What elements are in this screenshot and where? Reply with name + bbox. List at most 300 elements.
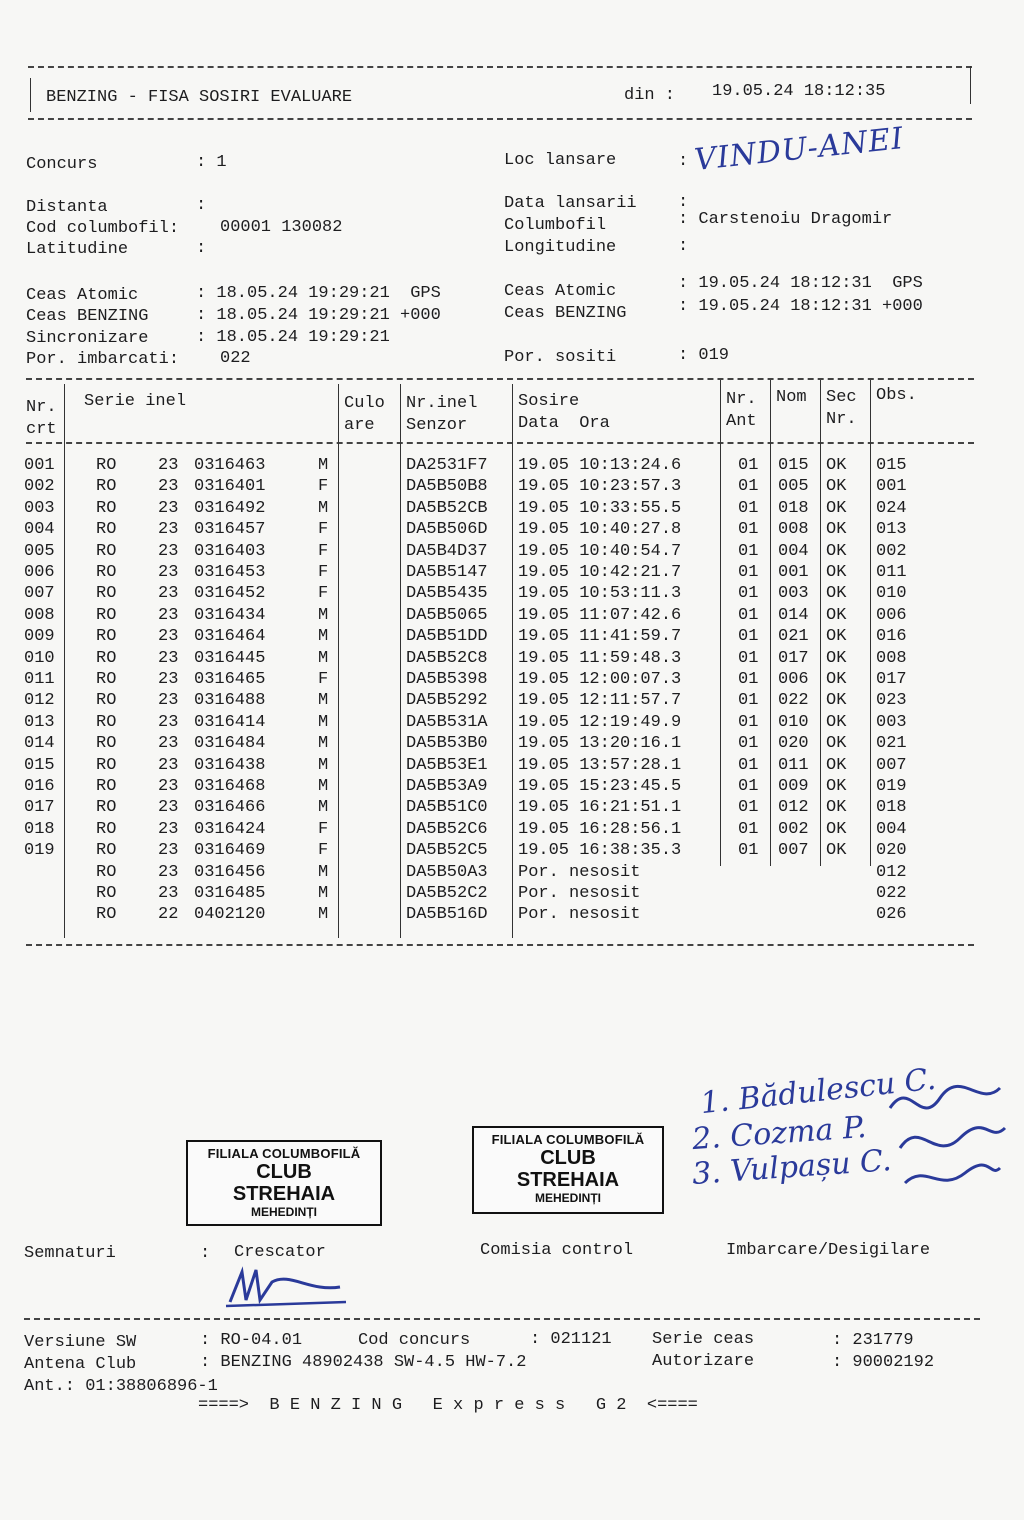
cell-obs: 011	[876, 563, 907, 582]
cell-senzor: DA5B5435	[406, 584, 488, 604]
cell-nr: 013	[24, 712, 55, 732]
ceas-atomic-value: : 18.05.24 19:29:21 GPS	[196, 284, 441, 303]
cell-tara: RO	[96, 862, 117, 882]
cell-senzor: DA5B50A3	[406, 862, 488, 882]
cell-tara: RO	[96, 691, 117, 711]
cell-an: 23	[158, 563, 179, 582]
cell-ant: 01	[738, 541, 759, 561]
cell-sec: OK	[826, 627, 847, 647]
header-left-border	[30, 78, 31, 112]
cell-tara: RO	[96, 734, 117, 754]
cell-inel: 0316463	[194, 456, 266, 475]
cell-sosire: 19.05 13:20:16.1	[518, 734, 682, 754]
cell-sex: F	[318, 563, 329, 582]
header-culoare-2: are	[344, 416, 375, 435]
longitudine-label: Longitudine	[504, 238, 617, 257]
cell-inel: 0316452	[194, 584, 266, 604]
cell-senzor: DA5B52C8	[406, 648, 488, 668]
cell-tara: RO	[96, 841, 117, 861]
cell-sosire: 19.05 13:57:28.1	[518, 755, 682, 775]
cell-ant: 01	[738, 691, 759, 711]
cell-sosire: Por. nesosit	[518, 905, 641, 925]
cell-obs: 006	[876, 605, 907, 625]
column-separator	[512, 384, 513, 938]
autorizare-value: : 90002192	[832, 1353, 935, 1372]
cell-tara: RO	[96, 605, 117, 625]
cell-sex: M	[318, 905, 329, 925]
cell-an: 23	[158, 584, 179, 604]
cell-senzor: DA5B506D	[406, 520, 488, 540]
cell-sex: F	[318, 477, 329, 497]
cell-nom: 002	[778, 819, 809, 839]
cell-nom: 020	[778, 734, 809, 754]
stamp-line-2: CLUB	[256, 1161, 312, 1183]
cell-tara: RO	[96, 627, 117, 647]
cell-sosire: 19.05 11:07:42.6	[518, 605, 682, 625]
cell-tara: RO	[96, 777, 117, 796]
latitudine-label: Latitudine	[26, 240, 129, 259]
cell-an: 23	[158, 605, 179, 625]
data-lansarii-label: Data lansarii	[504, 194, 637, 213]
cell-sosire: 19.05 11:41:59.7	[518, 627, 682, 647]
cell-senzor: DA5B52C6	[406, 819, 488, 839]
cell-ant: 01	[738, 584, 759, 604]
column-separator	[770, 380, 771, 866]
cell-nom: 018	[778, 498, 809, 518]
cell-inel: 0316492	[194, 498, 266, 518]
versiune-label: Versiune SW	[24, 1333, 137, 1352]
cell-sex: M	[318, 755, 329, 775]
cell-an: 23	[158, 777, 179, 796]
cell-obs: 023	[876, 691, 907, 711]
table-top-rule	[26, 378, 974, 380]
crescator-label: Crescator	[234, 1243, 326, 1262]
header-nr-crt-1: Nr.	[26, 398, 57, 417]
commission-member-2: 2. Cozma P.	[690, 1109, 868, 1158]
cell-ant: 01	[738, 755, 759, 775]
cell-an: 23	[158, 456, 179, 475]
concurs-label: Concurs	[26, 155, 98, 174]
cell-sosire: 19.05 10:42:21.7	[518, 563, 682, 582]
stamp-line-4: MEHEDINȚI	[535, 1191, 601, 1205]
cell-nom: 012	[778, 798, 809, 818]
cell-ant: 01	[738, 777, 759, 796]
cell-senzor: DA5B5147	[406, 563, 488, 582]
cell-an: 23	[158, 841, 179, 861]
cell-tara: RO	[96, 712, 117, 732]
distanta-value: :	[196, 196, 207, 215]
cell-nom: 004	[778, 541, 809, 561]
distanta-label: Distanta	[26, 198, 108, 217]
cell-tara: RO	[96, 670, 117, 689]
cell-tara: RO	[96, 498, 117, 518]
sincronizare-label: Sincronizare	[26, 329, 149, 348]
cell-ant: 01	[738, 819, 759, 839]
cell-an: 23	[158, 670, 179, 689]
cell-an: 23	[158, 648, 179, 668]
cell-nom: 001	[778, 563, 809, 582]
cell-nr: 009	[24, 627, 55, 647]
cell-obs: 022	[876, 884, 907, 903]
cell-obs: 007	[876, 755, 907, 775]
stamp-line-2: CLUB	[540, 1147, 596, 1169]
cell-an: 23	[158, 477, 179, 497]
cell-nr: 019	[24, 841, 55, 861]
cell-senzor: DA5B52C5	[406, 841, 488, 861]
cell-nr: 003	[24, 498, 55, 518]
cell-senzor: DA5B52CB	[406, 498, 488, 518]
cell-sex: M	[318, 456, 329, 475]
cell-obs: 019	[876, 777, 907, 796]
cell-an: 23	[158, 691, 179, 711]
cell-sec: OK	[826, 819, 847, 839]
cell-inel: 0316469	[194, 841, 266, 861]
cell-nr: 008	[24, 605, 55, 625]
imbarcare-label: Imbarcare/Desigilare	[726, 1241, 931, 1260]
cell-tara: RO	[96, 648, 117, 668]
cell-senzor: DA5B53B0	[406, 734, 488, 754]
cell-sex: F	[318, 584, 329, 604]
cell-inel: 0402120	[194, 905, 266, 925]
por-sositi-label: Por. sositi	[504, 348, 617, 367]
cell-nom: 005	[778, 477, 809, 497]
cell-senzor: DA5B52C2	[406, 884, 488, 903]
cell-sosire: 19.05 12:19:49.9	[518, 712, 682, 732]
cell-ant: 01	[738, 670, 759, 689]
cell-obs: 015	[876, 456, 907, 475]
cell-sosire: Por. nesosit	[518, 862, 641, 882]
cell-tara: RO	[96, 563, 117, 582]
cell-sec: OK	[826, 777, 847, 796]
cell-an: 23	[158, 798, 179, 818]
cell-obs: 008	[876, 648, 907, 668]
longitudine-value: :	[678, 237, 689, 256]
ceas-benzing-right-value: : 19.05.24 18:12:31 +000	[678, 297, 923, 316]
cell-nr: 018	[24, 819, 55, 839]
cell-inel: 0316465	[194, 670, 266, 689]
latitudine-value: :	[196, 239, 207, 258]
cell-nom: 009	[778, 777, 809, 796]
antena-value: : BENZING 48902438 SW-4.5 HW-7.2	[200, 1353, 527, 1372]
cell-nr: 001	[24, 456, 55, 475]
cell-obs: 021	[876, 734, 907, 754]
cell-sosire: 19.05 16:21:51.1	[518, 798, 682, 818]
cell-inel: 0316438	[194, 755, 266, 775]
serie-ceas-label: Serie ceas	[652, 1330, 755, 1349]
cell-ant: 01	[738, 498, 759, 518]
cell-inel: 0316453	[194, 563, 266, 582]
header-obs: Obs.	[876, 386, 917, 405]
crescator-signature	[220, 1262, 360, 1312]
cell-sex: M	[318, 691, 329, 711]
cell-obs: 001	[876, 477, 907, 497]
cell-an: 23	[158, 498, 179, 518]
cell-sec: OK	[826, 584, 847, 604]
cell-nom: 021	[778, 627, 809, 647]
cell-an: 23	[158, 819, 179, 839]
ceas-atomic-right-label: Ceas Atomic	[504, 282, 617, 301]
header-nr-ant-1: Nr.	[726, 390, 757, 409]
cell-sec: OK	[826, 734, 847, 754]
stamp-line-3: STREHAIA	[232, 1183, 336, 1205]
cell-nom: 022	[778, 691, 809, 711]
cell-tara: RO	[96, 819, 117, 839]
por-imbarcati-value: 022	[220, 349, 251, 368]
cell-ant: 01	[738, 841, 759, 861]
column-separator	[400, 384, 401, 938]
cell-nr: 014	[24, 734, 55, 754]
cell-senzor: DA5B5292	[406, 691, 488, 711]
header-nom: Nom	[776, 388, 807, 407]
cell-sec: OK	[826, 605, 847, 625]
column-separator	[338, 384, 339, 938]
columbofil-value: : Carstenoiu Dragomir	[678, 210, 893, 229]
cell-inel: 0316456	[194, 862, 266, 882]
columbofil-label: Columbofil	[504, 216, 607, 235]
loc-lansare-label: Loc lansare	[504, 151, 617, 170]
cell-sec: OK	[826, 456, 847, 475]
cell-sex: M	[318, 884, 329, 903]
cell-sex: M	[318, 648, 329, 668]
cell-sec: OK	[826, 477, 847, 497]
cell-tara: RO	[96, 905, 117, 925]
cell-tara: RO	[96, 456, 117, 475]
cell-sosire: 19.05 16:28:56.1	[518, 819, 682, 839]
cell-senzor: DA2531F7	[406, 456, 488, 475]
loc-lansare-colon: :	[678, 152, 689, 171]
cell-senzor: DA5B50B8	[406, 477, 488, 497]
cell-nom: 017	[778, 648, 809, 668]
club-stamp-right	[472, 1126, 664, 1214]
header-sosire-1: Sosire	[518, 392, 580, 411]
header-serie-inel: Serie inel	[84, 392, 187, 411]
cod-columbofil-value: 00001 130082	[220, 218, 343, 237]
cell-sosire: 19.05 10:33:55.5	[518, 498, 682, 518]
cell-nom: 015	[778, 456, 809, 475]
cell-nr: 002	[24, 477, 55, 497]
cell-senzor: DA5B4D37	[406, 541, 488, 561]
cell-sex: M	[318, 627, 329, 647]
header-sec-1: Sec	[826, 388, 857, 407]
cell-tara: RO	[96, 477, 117, 497]
cell-an: 23	[158, 541, 179, 561]
cell-an: 23	[158, 520, 179, 540]
cell-sec: OK	[826, 563, 847, 582]
cell-nr: 004	[24, 520, 55, 540]
ant-line: Ant.: 01:38806896-1	[24, 1377, 218, 1396]
header-bottom-rule	[28, 118, 972, 120]
cell-obs: 026	[876, 905, 907, 925]
page-title: BENZING - FISA SOSIRI EVALUARE	[46, 88, 353, 107]
cell-sosire: 19.05 10:13:24.6	[518, 456, 682, 475]
cell-an: 23	[158, 755, 179, 775]
cell-sosire: 19.05 11:59:48.3	[518, 648, 682, 668]
cell-ant: 01	[738, 712, 759, 732]
ceas-benzing-value: : 18.05.24 19:29:21 +000	[196, 306, 441, 325]
cell-sex: M	[318, 734, 329, 754]
cell-tara: RO	[96, 584, 117, 604]
cell-an: 23	[158, 884, 179, 903]
cell-nr: 010	[24, 648, 55, 668]
cell-sex: M	[318, 798, 329, 818]
cell-sex: M	[318, 862, 329, 882]
header-top-rule	[28, 66, 972, 68]
cell-sosire: 19.05 16:38:35.3	[518, 841, 682, 861]
cell-inel: 0316434	[194, 605, 266, 625]
column-separator	[64, 384, 65, 938]
cell-senzor: DA5B51DD	[406, 627, 488, 647]
benzing-banner: ====> B E N Z I N G E x p r e s s G 2 <====	[198, 1396, 698, 1415]
cell-obs: 013	[876, 520, 907, 540]
cell-tara: RO	[96, 541, 117, 561]
cell-ant: 01	[738, 648, 759, 668]
cell-nr: 011	[24, 670, 55, 689]
cell-inel: 0316445	[194, 648, 266, 668]
header-nr-inel-2: Senzor	[406, 416, 468, 435]
cell-inel: 0316414	[194, 712, 266, 732]
header-right-border	[970, 66, 971, 104]
cell-obs: 010	[876, 584, 907, 604]
cell-sec: OK	[826, 712, 847, 732]
cell-sec: OK	[826, 498, 847, 518]
cell-nom: 010	[778, 712, 809, 732]
cell-senzor: DA5B5065	[406, 605, 488, 625]
cell-sex: F	[318, 841, 329, 861]
cell-sosire: 19.05 12:11:57.7	[518, 691, 682, 711]
cod-concurs-value: : 021121	[530, 1330, 612, 1349]
cell-inel: 0316457	[194, 520, 266, 540]
cell-senzor: DA5B531A	[406, 712, 488, 732]
comisia-control-label: Comisia control	[480, 1241, 634, 1260]
loc-lansare-handwritten: VINDU-ANEI	[692, 121, 906, 178]
din-label: din :	[624, 86, 676, 105]
cell-inel: 0316466	[194, 798, 266, 818]
cell-obs: 018	[876, 798, 907, 818]
cell-inel: 0316484	[194, 734, 266, 754]
ceas-benzing-label: Ceas BENZING	[26, 307, 149, 326]
cell-ant: 01	[738, 605, 759, 625]
stamp-line-3: STREHAIA	[516, 1169, 620, 1191]
cell-senzor: DA5B53A9	[406, 777, 488, 796]
cell-sosire: 19.05 10:40:27.8	[518, 520, 682, 540]
cell-tara: RO	[96, 884, 117, 903]
cell-sec: OK	[826, 520, 847, 540]
commission-member-1: 1. Bădulescu C.	[698, 1061, 938, 1122]
cell-ant: 01	[738, 520, 759, 540]
column-separator	[870, 380, 871, 866]
antena-label: Antena Club	[24, 1355, 137, 1374]
cell-sex: M	[318, 498, 329, 518]
cell-an: 23	[158, 627, 179, 647]
din-value: 19.05.24 18:12:35	[712, 82, 886, 101]
cell-obs: 002	[876, 541, 907, 561]
cell-nom: 003	[778, 584, 809, 604]
header-bottom-table-rule	[26, 442, 974, 444]
cell-obs: 012	[876, 862, 907, 882]
cell-sex: F	[318, 541, 329, 561]
cell-nom: 008	[778, 520, 809, 540]
serie-ceas-value: : 231779	[832, 1331, 914, 1350]
cell-an: 23	[158, 712, 179, 732]
por-imbarcati-label: Por. imbarcati:	[26, 350, 180, 369]
cell-an: 23	[158, 734, 179, 754]
stamp-line-1: FILIALA COLUMBOFILĂ	[491, 1132, 645, 1147]
cell-obs: 004	[876, 819, 907, 839]
cell-an: 22	[158, 905, 179, 925]
cell-tara: RO	[96, 798, 117, 818]
cell-nr: 015	[24, 755, 55, 775]
cell-nom: 007	[778, 841, 809, 861]
data-lansarii-value: :	[678, 193, 689, 212]
cell-sec: OK	[826, 670, 847, 689]
stamp-line-1: FILIALA COLUMBOFILĂ	[207, 1146, 361, 1161]
cell-senzor: DA5B516D	[406, 905, 488, 925]
cell-nr: 007	[24, 584, 55, 604]
cell-inel: 0316464	[194, 627, 266, 647]
ceas-benzing-right-label: Ceas BENZING	[504, 304, 627, 323]
column-separator	[820, 380, 821, 866]
cod-concurs-label: Cod concurs	[358, 1331, 471, 1350]
header-sec-2: Nr.	[826, 410, 857, 429]
cell-nr: 016	[24, 777, 55, 796]
header-nr-ant-2: Ant	[726, 412, 757, 431]
header-nr-inel-1: Nr.inel	[406, 394, 478, 413]
cell-sec: OK	[826, 648, 847, 668]
cell-nom: 006	[778, 670, 809, 689]
cell-obs: 003	[876, 712, 907, 732]
cell-sosire: 19.05 15:23:45.5	[518, 777, 682, 796]
cell-nom: 011	[778, 755, 809, 775]
cell-sec: OK	[826, 841, 847, 861]
ceas-atomic-right-value: : 19.05.24 18:12:31 GPS	[678, 274, 923, 293]
sincronizare-value: : 18.05.24 19:29:21	[196, 328, 390, 347]
versiune-value: : RO-04.01	[200, 1331, 303, 1350]
autorizare-label: Autorizare	[652, 1352, 755, 1371]
cell-ant: 01	[738, 798, 759, 818]
cell-sex: M	[318, 605, 329, 625]
cell-sex: M	[318, 777, 329, 796]
concurs-value: : 1	[196, 153, 227, 172]
cell-inel: 0316424	[194, 819, 266, 839]
cell-senzor: DA5B53E1	[406, 755, 488, 775]
cell-sec: OK	[826, 691, 847, 711]
cod-columbofil-label: Cod columbofil:	[26, 219, 180, 238]
cell-inel: 0316488	[194, 691, 266, 711]
header-culoare-1: Culo	[344, 394, 385, 413]
cell-ant: 01	[738, 563, 759, 582]
cell-inel: 0316485	[194, 884, 266, 903]
cell-sec: OK	[826, 755, 847, 775]
footer-top-rule	[24, 1318, 980, 1320]
cell-sec: OK	[826, 798, 847, 818]
stamp-line-4: MEHEDINȚI	[251, 1205, 317, 1219]
header-sosire-2: Data Ora	[518, 414, 610, 433]
cell-sosire: Por. nesosit	[518, 884, 641, 903]
cell-sosire: 19.05 10:23:57.3	[518, 477, 682, 497]
cell-ant: 01	[738, 627, 759, 647]
cell-sex: F	[318, 819, 329, 839]
cell-nr: 012	[24, 691, 55, 711]
cell-nr: 006	[24, 563, 55, 582]
cell-nr: 017	[24, 798, 55, 818]
cell-inel: 0316403	[194, 541, 266, 561]
cell-senzor: DA5B51C0	[406, 798, 488, 818]
cell-senzor: DA5B5398	[406, 670, 488, 689]
cell-sec: OK	[826, 541, 847, 561]
cell-tara: RO	[96, 755, 117, 775]
por-sositi-value: : 019	[678, 346, 730, 365]
cell-obs: 017	[876, 670, 907, 689]
